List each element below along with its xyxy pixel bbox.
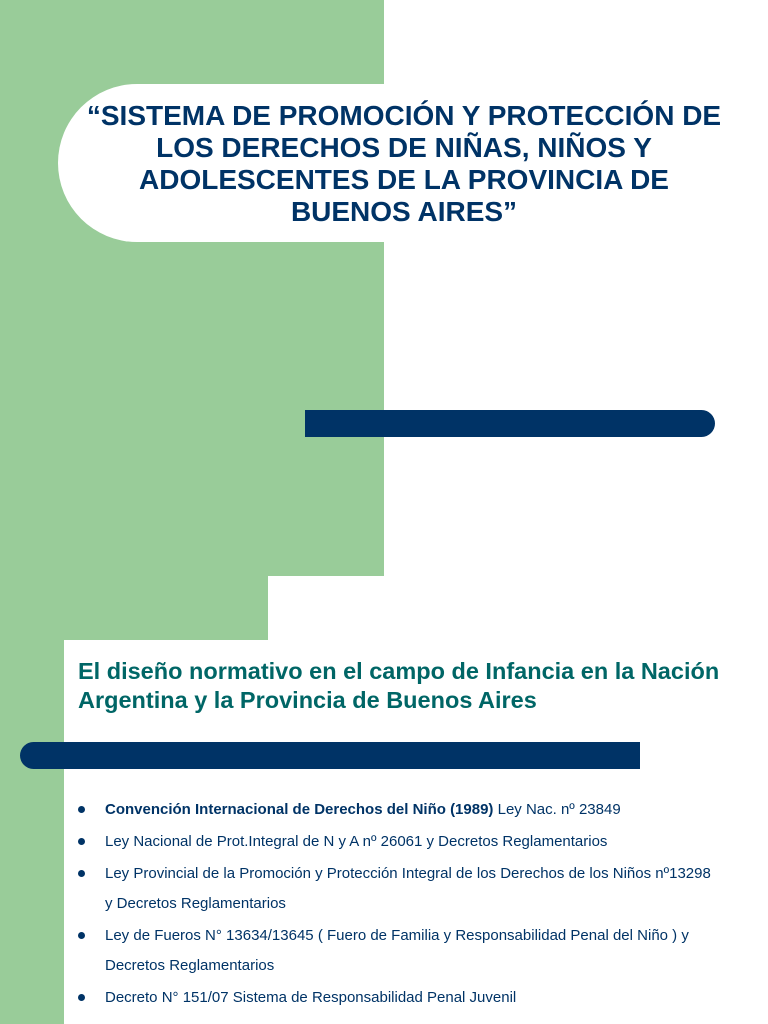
decorative-bar [305,410,715,437]
green-side-strip [0,640,64,1024]
bullet-bold-text: Convención Internacional de Derechos del Niño (1989) [105,801,494,818]
bullet-dot-icon [78,932,85,939]
slide-title: “SISTEMA DE PROMOCIÓN Y PROTECCIÓN DE LOS DERECHOS DE NIÑAS, NIÑOS Y ADOLESCENTES DE LA PROVINCIA DE BUENOS AIRES” [86,100,722,227]
bullet-item [78,827,718,857]
bullet-text: Ley Nac. nº 23849 [493,801,621,818]
bullet-dot-icon [78,870,85,877]
bullet-dot-icon [78,838,85,845]
legislation-bullet-list [78,795,718,1015]
bullet-item [78,859,718,919]
bullet-item [78,795,718,825]
green-corner-panel [0,576,268,640]
bullet-text: Ley Provincial de la Promoción y Protección Integral de los Derechos de los Niños nº13298 y Decretos Reglamentarios [105,865,711,912]
bullet-item [78,983,718,1013]
bullet-item [78,921,718,981]
bullet-dot-icon [78,994,85,1001]
bullet-text: Decreto N° 151/07 Sistema de Responsabilidad Penal Juvenil [105,989,517,1006]
content-slide [0,576,768,1024]
content-slide-title: El diseño normativo en el campo de Infancia en la Nación Argentina y la Provincia de Buenos Aires [78,658,720,713]
bullet-dot-icon [78,806,85,813]
divider-bar [20,742,640,769]
bullet-text: Ley de Fueros N° 13634/13645 ( Fuero de Familia y Responsabilidad Penal del Niño ) y Decretos Reglamentarios [105,927,689,974]
bullet-text: Ley Nacional de Prot.Integral de N y A nº 26061 y Decretos Reglamentarios [105,833,608,850]
